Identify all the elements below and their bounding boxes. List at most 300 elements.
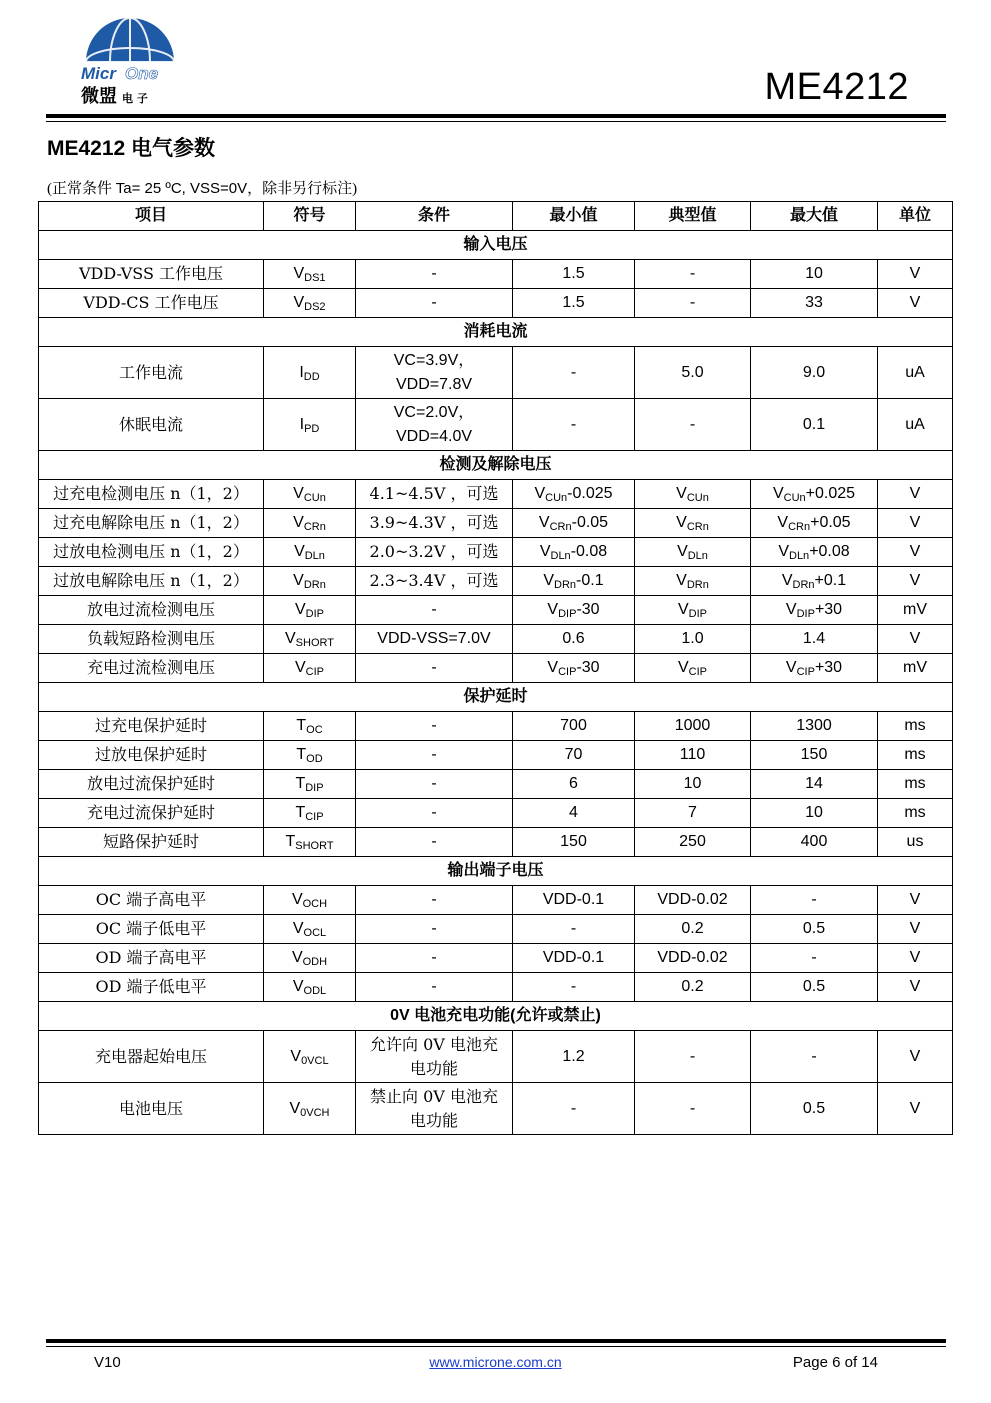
item-cell: 充电过流检测电压 [39, 654, 264, 683]
max-cell: 10 [751, 260, 878, 289]
condition-line: - [431, 833, 437, 850]
symbol-cell [264, 1083, 356, 1135]
condition-line: 允许向 0V 电池充 [370, 1034, 498, 1054]
test-conditions [47, 177, 357, 198]
item-cell: OC 端子低电平 [39, 915, 264, 944]
condition-line: - [431, 659, 437, 676]
symbol-base: V [294, 659, 306, 676]
condition-line: 2.0~3.2V ，可选 [369, 542, 499, 561]
condition-line-2: VDD=7.8V [395, 375, 473, 393]
condition-line: - [431, 265, 437, 282]
unit-cell: mV [878, 596, 953, 625]
section-header-row [39, 231, 953, 260]
min-cell: - [513, 347, 635, 399]
symbol-subscript: CIP [796, 666, 815, 678]
condition-line: - [431, 978, 437, 995]
min-cell: VDD-0.1 [513, 944, 635, 973]
min-cell: - [513, 399, 635, 451]
symbol-base: V [534, 485, 546, 502]
unit-cell: V [878, 567, 953, 596]
item-cell: VDD-CS 工作电压 [39, 289, 264, 318]
max-cell: - [751, 944, 878, 973]
condition-line: VC=2.0V， [393, 403, 475, 421]
symbol-cell [264, 347, 356, 399]
min-cell [513, 654, 635, 683]
symbol-base: V [676, 572, 687, 589]
typ-cell: 110 [635, 741, 751, 770]
symbol-subscript: CIP [305, 666, 324, 678]
table-row [39, 347, 953, 399]
symbol-subscript: OCH [302, 898, 328, 910]
symbol-base: V [290, 1047, 302, 1065]
section-header-row [39, 318, 953, 347]
section-title: ME4212 电气参数 [47, 137, 216, 160]
item-cell: OC 端子高电平 [39, 886, 264, 915]
condition-cell [356, 509, 513, 538]
conditions-values: Ta= 25 ºC, VSS=0V [115, 180, 248, 197]
symbol-base: V [547, 659, 559, 676]
max-cell: 150 [751, 741, 878, 770]
condition-cell [356, 741, 513, 770]
max-cell [751, 567, 878, 596]
symbol-base: T [296, 717, 307, 734]
max-cell: 1.4 [751, 625, 878, 654]
unit-cell: V [878, 480, 953, 509]
logo-text-zh: 微盟 [81, 86, 117, 107]
symbol-base: V [291, 949, 303, 966]
min-cell: 6 [513, 770, 635, 799]
table-row [39, 596, 953, 625]
symbol-subscript: DLn [687, 550, 708, 562]
symbol-offset: -30 [576, 659, 600, 676]
symbol-cell [264, 260, 356, 289]
symbol-base: V [293, 294, 305, 311]
condition-cell [356, 654, 513, 683]
symbol-base: V [677, 659, 689, 676]
symbol-base: V [293, 572, 304, 589]
condition-line: - [431, 920, 437, 937]
condition-cell [356, 538, 513, 567]
symbol-subscript: OCL [303, 927, 327, 939]
unit-cell: ms [878, 741, 953, 770]
condition-line: - [431, 717, 437, 734]
table-row [39, 399, 953, 451]
symbol-base: V [293, 514, 304, 531]
min-cell: 70 [513, 741, 635, 770]
symbol-subscript: OD [306, 753, 323, 765]
table-row [39, 625, 953, 654]
condition-cell [356, 347, 513, 399]
company-logo [78, 18, 182, 110]
part-number: ME4212 [764, 66, 909, 108]
min-cell: - [513, 1083, 635, 1135]
symbol-offset: -0.08 [570, 543, 608, 560]
website-link-text[interactable]: www.microne.com.cn [429, 1354, 562, 1370]
unit-cell: V [878, 625, 953, 654]
unit-cell: V [878, 944, 953, 973]
symbol-base: I [299, 363, 304, 381]
max-cell: 14 [751, 770, 878, 799]
typ-cell: 0.2 [635, 973, 751, 1002]
condition-line-2: 电功能 [409, 1058, 458, 1078]
section-title-cell: 消耗电流 [39, 318, 953, 347]
symbol-subscript: SHORT [295, 840, 334, 852]
unit-cell: uA [878, 347, 953, 399]
table-row [39, 509, 953, 538]
table-row [39, 886, 953, 915]
table-row [39, 770, 953, 799]
unit-cell: V [878, 886, 953, 915]
typ-cell: 250 [635, 828, 751, 857]
symbol-offset: +0.025 [805, 485, 856, 502]
table-row [39, 944, 953, 973]
condition-cell [356, 915, 513, 944]
table-row [39, 799, 953, 828]
condition-line: - [431, 775, 437, 792]
max-cell: - [751, 886, 878, 915]
item-cell: OD 端子低电平 [39, 973, 264, 1002]
section-header-row [39, 451, 953, 480]
symbol-base: V [676, 485, 687, 502]
table-header-row [39, 202, 953, 231]
symbol-subscript: PD [304, 422, 320, 435]
max-cell: 33 [751, 289, 878, 318]
symbol-subscript: DS1 [304, 272, 326, 284]
max-cell: 0.5 [751, 915, 878, 944]
logo-text-en-a: Micr [81, 64, 116, 83]
symbol-offset: +30 [814, 601, 843, 618]
typ-cell [635, 654, 751, 683]
logo-text-en-b: One [125, 64, 159, 83]
symbol-cell [264, 828, 356, 857]
typ-cell [635, 596, 751, 625]
condition-cell [356, 596, 513, 625]
symbol-offset: +30 [814, 659, 843, 676]
condition-line: - [431, 891, 437, 908]
min-cell: 4 [513, 799, 635, 828]
conditions-close: ，除非另行标注) [247, 181, 358, 197]
table-row [39, 1031, 953, 1083]
typ-cell: 10 [635, 770, 751, 799]
symbol-subscript: OC [306, 724, 323, 736]
symbol-cell [264, 915, 356, 944]
unit-cell: V [878, 973, 953, 1002]
condition-cell [356, 260, 513, 289]
condition-cell [356, 1083, 513, 1135]
condition-line: 禁止向 0V 电池充 [370, 1086, 498, 1106]
min-cell: 1.5 [513, 260, 635, 289]
section-title-cell: 输入电压 [39, 231, 953, 260]
symbol-subscript: ODH [302, 956, 328, 968]
symbol-subscript: DRn [686, 579, 709, 591]
symbol-subscript: DS2 [304, 301, 326, 313]
min-cell: 700 [513, 712, 635, 741]
doc-version: V10 [94, 1354, 121, 1371]
min-cell [513, 509, 635, 538]
typ-cell: - [635, 399, 751, 451]
section-title-cell: 保护延时 [39, 683, 953, 712]
symbol-base: V [677, 543, 688, 560]
condition-line: VC=3.9V， [393, 351, 475, 369]
symbol-subscript: CRn [303, 521, 326, 533]
unit-cell: V [878, 1083, 953, 1135]
unit-cell: ms [878, 770, 953, 799]
max-cell [751, 538, 878, 567]
symbol-offset: -0.05 [571, 514, 609, 531]
symbol-base: V [772, 485, 784, 502]
typ-cell: 1000 [635, 712, 751, 741]
typ-cell: VDD-0.02 [635, 886, 751, 915]
symbol-subscript: CUn [545, 492, 568, 504]
header-symbol: 符号 [264, 202, 356, 231]
item-cell: 充电器起始电压 [39, 1031, 264, 1083]
symbol-base: V [538, 514, 550, 531]
min-cell [513, 538, 635, 567]
table-row [39, 480, 953, 509]
symbol-cell [264, 886, 356, 915]
conditions-open: (正常条件 [47, 181, 116, 197]
min-cell: - [513, 915, 635, 944]
symbol-base: V [289, 1099, 301, 1117]
symbol-cell [264, 944, 356, 973]
symbol-base: V [539, 543, 551, 560]
header-typ: 典型值 [635, 202, 751, 231]
section-header-row [39, 683, 953, 712]
table-row [39, 260, 953, 289]
condition-cell [356, 770, 513, 799]
typ-cell: - [635, 260, 751, 289]
min-cell [513, 567, 635, 596]
section-header-row [39, 857, 953, 886]
symbol-subscript: CUn [783, 492, 806, 504]
max-cell: 0.1 [751, 399, 878, 451]
item-cell: 过充电解除电压 n（1，2） [39, 509, 264, 538]
symbol-subscript: CRn [686, 521, 709, 533]
typ-cell [635, 567, 751, 596]
unit-cell: us [878, 828, 953, 857]
symbol-base: T [295, 804, 306, 821]
symbol-subscript: DIP [796, 608, 815, 620]
symbol-base: V [785, 601, 797, 618]
unit-cell: V [878, 509, 953, 538]
symbol-offset: +0.05 [810, 514, 851, 531]
symbol-base: V [291, 891, 303, 908]
symbol-subscript: DIP [558, 608, 577, 620]
symbol-cell [264, 654, 356, 683]
min-cell: VDD-0.1 [513, 886, 635, 915]
symbol-subscript: DLn [550, 550, 571, 562]
symbol-base: V [294, 601, 306, 618]
condition-cell [356, 886, 513, 915]
typ-cell: 0.2 [635, 915, 751, 944]
symbol-base: V [676, 514, 687, 531]
unit-cell: mV [878, 654, 953, 683]
item-cell: 过充电检测电压 n（1，2） [39, 480, 264, 509]
max-cell [751, 596, 878, 625]
symbol-subscript: CIP [558, 666, 577, 678]
header-item: 项目 [39, 202, 264, 231]
symbol-base: V [292, 978, 304, 995]
symbol-cell [264, 509, 356, 538]
symbol-offset: -0.1 [576, 572, 604, 589]
table-row [39, 973, 953, 1002]
condition-line-2: 电功能 [409, 1110, 458, 1130]
item-cell: 电池电压 [39, 1083, 264, 1135]
item-cell: 负载短路检测电压 [39, 625, 264, 654]
condition-cell [356, 480, 513, 509]
table-row [39, 567, 953, 596]
condition-cell [356, 289, 513, 318]
table-row [39, 741, 953, 770]
typ-cell: - [635, 289, 751, 318]
table-row [39, 1083, 953, 1135]
logo-text-zh-small: 电 子 [122, 92, 148, 105]
symbol-base: V [543, 572, 555, 589]
symbol-subscript: DLn [304, 550, 325, 562]
page-number: Page 6 of 14 [792, 1354, 878, 1371]
symbol-base: V [547, 601, 559, 618]
symbol-subscript: 0VCL [301, 1054, 329, 1067]
item-cell: 休眠电流 [39, 399, 264, 451]
item-cell: 过放电检测电压 n（1，2） [39, 538, 264, 567]
symbol-cell [264, 625, 356, 654]
symbol-base: V [293, 485, 304, 502]
symbol-subscript: SHORT [295, 637, 334, 649]
symbol-subscript: DRn [303, 579, 326, 591]
typ-cell: VDD-0.02 [635, 944, 751, 973]
symbol-subscript: CUn [686, 492, 709, 504]
item-cell: OD 端子高电平 [39, 944, 264, 973]
symbol-base: V [778, 543, 789, 560]
condition-cell [356, 944, 513, 973]
symbol-subscript: DIP [305, 608, 324, 620]
symbol-cell [264, 567, 356, 596]
symbol-cell [264, 480, 356, 509]
table-row [39, 828, 953, 857]
condition-cell [356, 1031, 513, 1083]
symbol-base: V [785, 659, 797, 676]
unit-cell: V [878, 915, 953, 944]
symbol-cell [264, 741, 356, 770]
item-cell: 过充电保护延时 [39, 712, 264, 741]
symbol-base: V [293, 265, 305, 282]
min-cell: 0.6 [513, 625, 635, 654]
item-cell: 过放电保护延时 [39, 741, 264, 770]
symbol-cell [264, 1031, 356, 1083]
symbol-cell [264, 799, 356, 828]
section-header-row [39, 1002, 953, 1031]
condition-line: - [431, 294, 437, 311]
symbol-offset: +0.1 [814, 572, 847, 589]
section-title-cell: 0V 电池充电功能(允许或禁止) [39, 1002, 953, 1031]
max-cell [751, 509, 878, 538]
header-max: 最大值 [751, 202, 878, 231]
symbol-offset: -0.025 [567, 485, 613, 502]
footer-rule [46, 1339, 946, 1343]
max-cell: 400 [751, 828, 878, 857]
unit-cell: uA [878, 399, 953, 451]
symbol-subscript: 0VCH [300, 1106, 330, 1119]
item-cell: 工作电流 [39, 347, 264, 399]
symbol-subscript: DRn [792, 579, 815, 591]
symbol-subscript: DIP [688, 608, 707, 620]
section-title-cell: 输出端子电压 [39, 857, 953, 886]
condition-cell [356, 973, 513, 1002]
typ-cell [635, 538, 751, 567]
condition-line: - [431, 601, 437, 618]
item-cell: VDD-VSS 工作电压 [39, 260, 264, 289]
symbol-cell [264, 596, 356, 625]
header-condition: 条件 [356, 202, 513, 231]
symbol-subscript: CIP [305, 811, 324, 823]
max-cell: 10 [751, 799, 878, 828]
typ-cell: 7 [635, 799, 751, 828]
symbol-base: V [285, 630, 296, 647]
condition-line: - [431, 804, 437, 821]
symbol-base: T [296, 746, 307, 763]
header-rule [46, 114, 946, 118]
min-cell: - [513, 973, 635, 1002]
min-cell [513, 596, 635, 625]
unit-cell: V [878, 260, 953, 289]
symbol-base: V [777, 514, 789, 531]
unit-cell: V [878, 289, 953, 318]
item-cell: 放电过流保护延时 [39, 770, 264, 799]
symbol-offset: +0.08 [809, 543, 850, 560]
unit-cell: ms [878, 712, 953, 741]
max-cell: 0.5 [751, 973, 878, 1002]
symbol-base: V [294, 543, 305, 560]
condition-cell [356, 799, 513, 828]
min-cell: 1.2 [513, 1031, 635, 1083]
symbol-cell [264, 712, 356, 741]
symbol-subscript: CRn [788, 521, 811, 533]
unit-cell: V [878, 538, 953, 567]
symbol-base: V [781, 572, 793, 589]
min-cell: 150 [513, 828, 635, 857]
max-cell: 0.5 [751, 1083, 878, 1135]
symbol-subscript: DLn [789, 550, 810, 562]
symbol-base: T [285, 833, 296, 850]
symbol-subscript: DRn [554, 579, 577, 591]
typ-cell: 5.0 [635, 347, 751, 399]
condition-line-2: VDD=4.0V [395, 427, 473, 445]
symbol-subscript: CIP [688, 666, 707, 678]
header-unit: 单位 [878, 202, 953, 231]
max-cell [751, 654, 878, 683]
symbol-base: V [677, 601, 689, 618]
typ-cell [635, 480, 751, 509]
symbol-cell [264, 770, 356, 799]
symbol-offset: -30 [576, 601, 600, 618]
condition-line: 2.3~3.4V ，可选 [369, 571, 499, 590]
min-cell [513, 480, 635, 509]
symbol-subscript: CUn [303, 492, 326, 504]
symbol-subscript: CRn [549, 521, 572, 533]
condition-cell [356, 399, 513, 451]
min-cell: 1.5 [513, 289, 635, 318]
symbol-base: V [292, 920, 304, 937]
symbol-cell [264, 289, 356, 318]
condition-line: - [431, 949, 437, 966]
max-cell: 9.0 [751, 347, 878, 399]
condition-cell [356, 567, 513, 596]
item-cell: 充电过流保护延时 [39, 799, 264, 828]
max-cell: 1300 [751, 712, 878, 741]
table-row [39, 915, 953, 944]
symbol-subscript: DIP [305, 782, 324, 794]
condition-line: - [431, 746, 437, 763]
